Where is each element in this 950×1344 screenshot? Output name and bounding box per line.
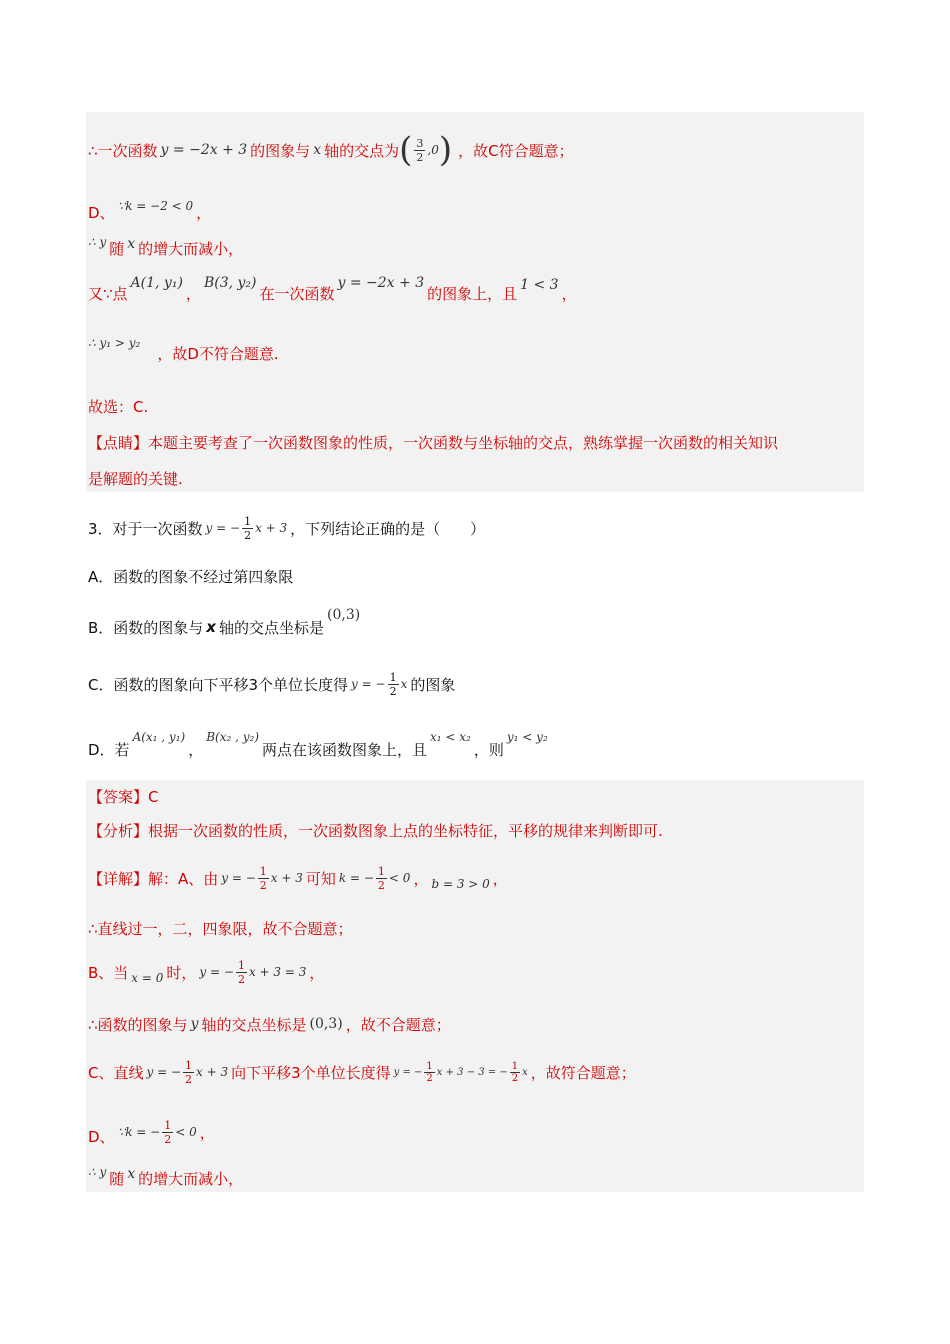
num: 1 — [377, 864, 385, 878]
math: x — [522, 1066, 528, 1078]
text: 的图象 — [410, 675, 456, 694]
text: ∴函数的图象与 — [88, 1015, 188, 1034]
fraction — [510, 1061, 520, 1084]
math: x — [400, 677, 408, 691]
text: 【详解】解：A、由 — [88, 869, 219, 888]
text: D、 — [88, 1127, 115, 1146]
text: ， — [199, 1123, 215, 1142]
detail-line-7 — [88, 1164, 243, 1192]
text: 在一次函数 — [259, 284, 335, 303]
text: 轴的交点坐标是 — [218, 618, 324, 637]
math: x + 3 = 3 — [248, 965, 307, 979]
den: 2 — [389, 684, 397, 698]
text: 轴的交点为 — [324, 141, 400, 160]
detail-line-4 — [88, 1012, 451, 1036]
sol1-line-6 — [88, 394, 148, 418]
math-point-a: A(x₁ , y₁) — [132, 730, 186, 744]
text: 是解题的关键. — [88, 469, 183, 488]
math: x + 3 — [196, 1065, 229, 1079]
fraction — [242, 515, 253, 542]
text: 时， — [166, 963, 197, 982]
text: 可知 — [305, 869, 336, 888]
text: ， — [196, 203, 212, 222]
math-conclusion: y₁ < y₂ — [506, 730, 548, 744]
den: 2 — [164, 1132, 172, 1146]
num: 1 — [389, 670, 397, 684]
fraction — [424, 1061, 434, 1084]
sol1-line-8 — [88, 466, 183, 490]
text: ，故D不符合题意. — [157, 344, 279, 363]
detail-line-5 — [88, 1050, 636, 1094]
num: 1 — [426, 1060, 433, 1072]
den: 2 — [511, 1072, 519, 1084]
text: 又∵点 — [88, 284, 128, 303]
text: 故选：C. — [88, 397, 149, 416]
option-a — [88, 564, 293, 588]
math: b = 3 > 0 — [431, 877, 490, 891]
sol1-line-5 — [88, 336, 279, 370]
math: y = − — [221, 871, 256, 885]
detail-line-3 — [88, 950, 324, 994]
text: ∴一次函数 — [88, 141, 158, 160]
num: 1 — [244, 514, 252, 528]
math-ineq: 1 < 3 — [520, 277, 559, 293]
sol1-line-4 — [88, 276, 577, 310]
text: ， — [309, 963, 325, 982]
text: 的图象与 — [250, 141, 311, 160]
math: y = − — [393, 1066, 423, 1078]
text: 3．对于一次函数 — [88, 519, 203, 538]
text: 【答案】C — [88, 787, 159, 806]
num: 1 — [237, 958, 245, 972]
math-point-b: B(x₂ , y₂) — [206, 730, 260, 744]
text: ， — [188, 740, 204, 759]
text: A．函数的图象不经过第四象限 — [88, 567, 294, 586]
text: 轴的交点坐标是 — [201, 1015, 307, 1034]
math-point: (0,3) — [309, 1016, 343, 1032]
num: 1 — [259, 864, 267, 878]
answer-line — [88, 784, 158, 808]
text: C．函数的图象向下平移3个单位长度得 — [88, 675, 349, 694]
text: 两点在该函数图象上，且 — [262, 740, 428, 759]
text: 的图象上，且 — [427, 284, 518, 303]
math-cond: x₁ < x₂ — [430, 730, 471, 744]
text: C、直线 — [88, 1063, 144, 1082]
text: B．函数的图象与 — [88, 618, 204, 637]
text: D、 — [88, 203, 115, 222]
math: k = − — [338, 871, 374, 885]
num: 1 — [511, 1060, 519, 1072]
detail-line-1 — [88, 856, 508, 900]
text: ， — [413, 869, 429, 888]
sol1-line-1 — [88, 118, 574, 182]
math: < 0 — [175, 1125, 197, 1139]
fraction — [162, 1119, 173, 1146]
sol1-line-2 — [88, 200, 211, 224]
math-y: ,0 — [427, 143, 439, 157]
text: ，故不合题意； — [345, 1015, 451, 1034]
math: x + 3 — [270, 871, 303, 885]
text: ，故C符合题意； — [458, 141, 574, 160]
text: ， — [492, 869, 508, 888]
math: ∵k = − — [117, 1125, 161, 1139]
math-x: x — [313, 142, 322, 158]
fraction — [376, 865, 387, 892]
sol1-line-3 — [88, 236, 243, 260]
text: 的增大而减小， — [138, 239, 244, 258]
den: 2 — [259, 878, 267, 892]
text: ， — [561, 284, 577, 303]
option-d — [88, 726, 551, 760]
option-b — [88, 604, 363, 638]
num: 1 — [164, 1118, 172, 1132]
fraction — [236, 959, 247, 986]
text: B、当 — [88, 963, 129, 982]
detail-line-2 — [88, 916, 353, 940]
math: x = 0 — [131, 971, 164, 985]
math: < 0 — [388, 871, 411, 885]
math: y = − — [199, 965, 234, 979]
math: y = − — [205, 521, 241, 535]
analysis-line — [88, 818, 663, 842]
math-point: (0,3) — [327, 607, 361, 623]
text: 【分析】根据一次函数的性质，一次函数图象上点的坐标特征，平移的规律来判断即可. — [88, 821, 663, 840]
den: 2 — [377, 878, 385, 892]
math: ∴ y — [88, 235, 107, 249]
math-x: x — [206, 618, 216, 636]
math-y: y — [190, 1016, 199, 1032]
sol1-line-7 — [88, 430, 778, 454]
den: 2 — [244, 528, 252, 542]
text: D．若 — [88, 740, 130, 759]
text: ，则 — [473, 740, 504, 759]
math-x: x — [127, 236, 136, 252]
text: 【点睛】本题主要考查了一次函数图象的性质，一次函数与坐标轴的交点，熟练掌握一次函数的相关知识 — [88, 433, 779, 452]
paren-left: ( — [399, 130, 413, 170]
text: 向下平移3个单位长度得 — [231, 1063, 391, 1082]
paren-right: ) — [438, 130, 453, 170]
text: ， — [185, 284, 201, 303]
detail-line-6 — [88, 1110, 215, 1154]
math: ∵k = −2 < 0 — [117, 199, 194, 213]
text: 的增大而减小， — [138, 1169, 244, 1188]
den: 2 — [426, 1072, 433, 1084]
num: 3 — [416, 136, 424, 150]
math-eq: y = −2x + 3 — [160, 142, 248, 158]
text: 随 — [109, 239, 125, 258]
math-point-a: A(1, y₁) — [130, 275, 183, 291]
option-c — [88, 664, 455, 704]
den: 2 — [416, 150, 424, 164]
math: ∴ y₁ > y₂ — [88, 336, 141, 350]
math-x: x — [127, 1166, 136, 1182]
num: 1 — [185, 1058, 193, 1072]
fraction — [414, 137, 425, 164]
den: 2 — [237, 972, 245, 986]
math: x + 3 − 3 = − — [436, 1066, 508, 1078]
math: y = − — [146, 1065, 182, 1079]
fraction — [388, 671, 399, 698]
den: 2 — [185, 1072, 193, 1086]
math-point-b: B(3, y₂) — [203, 275, 257, 291]
math-eq: y = −2x + 3 — [337, 275, 425, 291]
text: ∴直线过一，二，四象限，故不合题意； — [88, 919, 353, 938]
fraction — [183, 1059, 194, 1086]
math: ∴ y — [88, 1165, 107, 1179]
question-stem — [88, 508, 485, 548]
fraction — [258, 865, 269, 892]
math: x + 3 — [255, 521, 288, 535]
text: 随 — [109, 1169, 125, 1188]
math: y = − — [351, 677, 386, 691]
text: ，故符合题意； — [530, 1063, 636, 1082]
text: ，下列结论正确的是（ ） — [290, 519, 486, 538]
